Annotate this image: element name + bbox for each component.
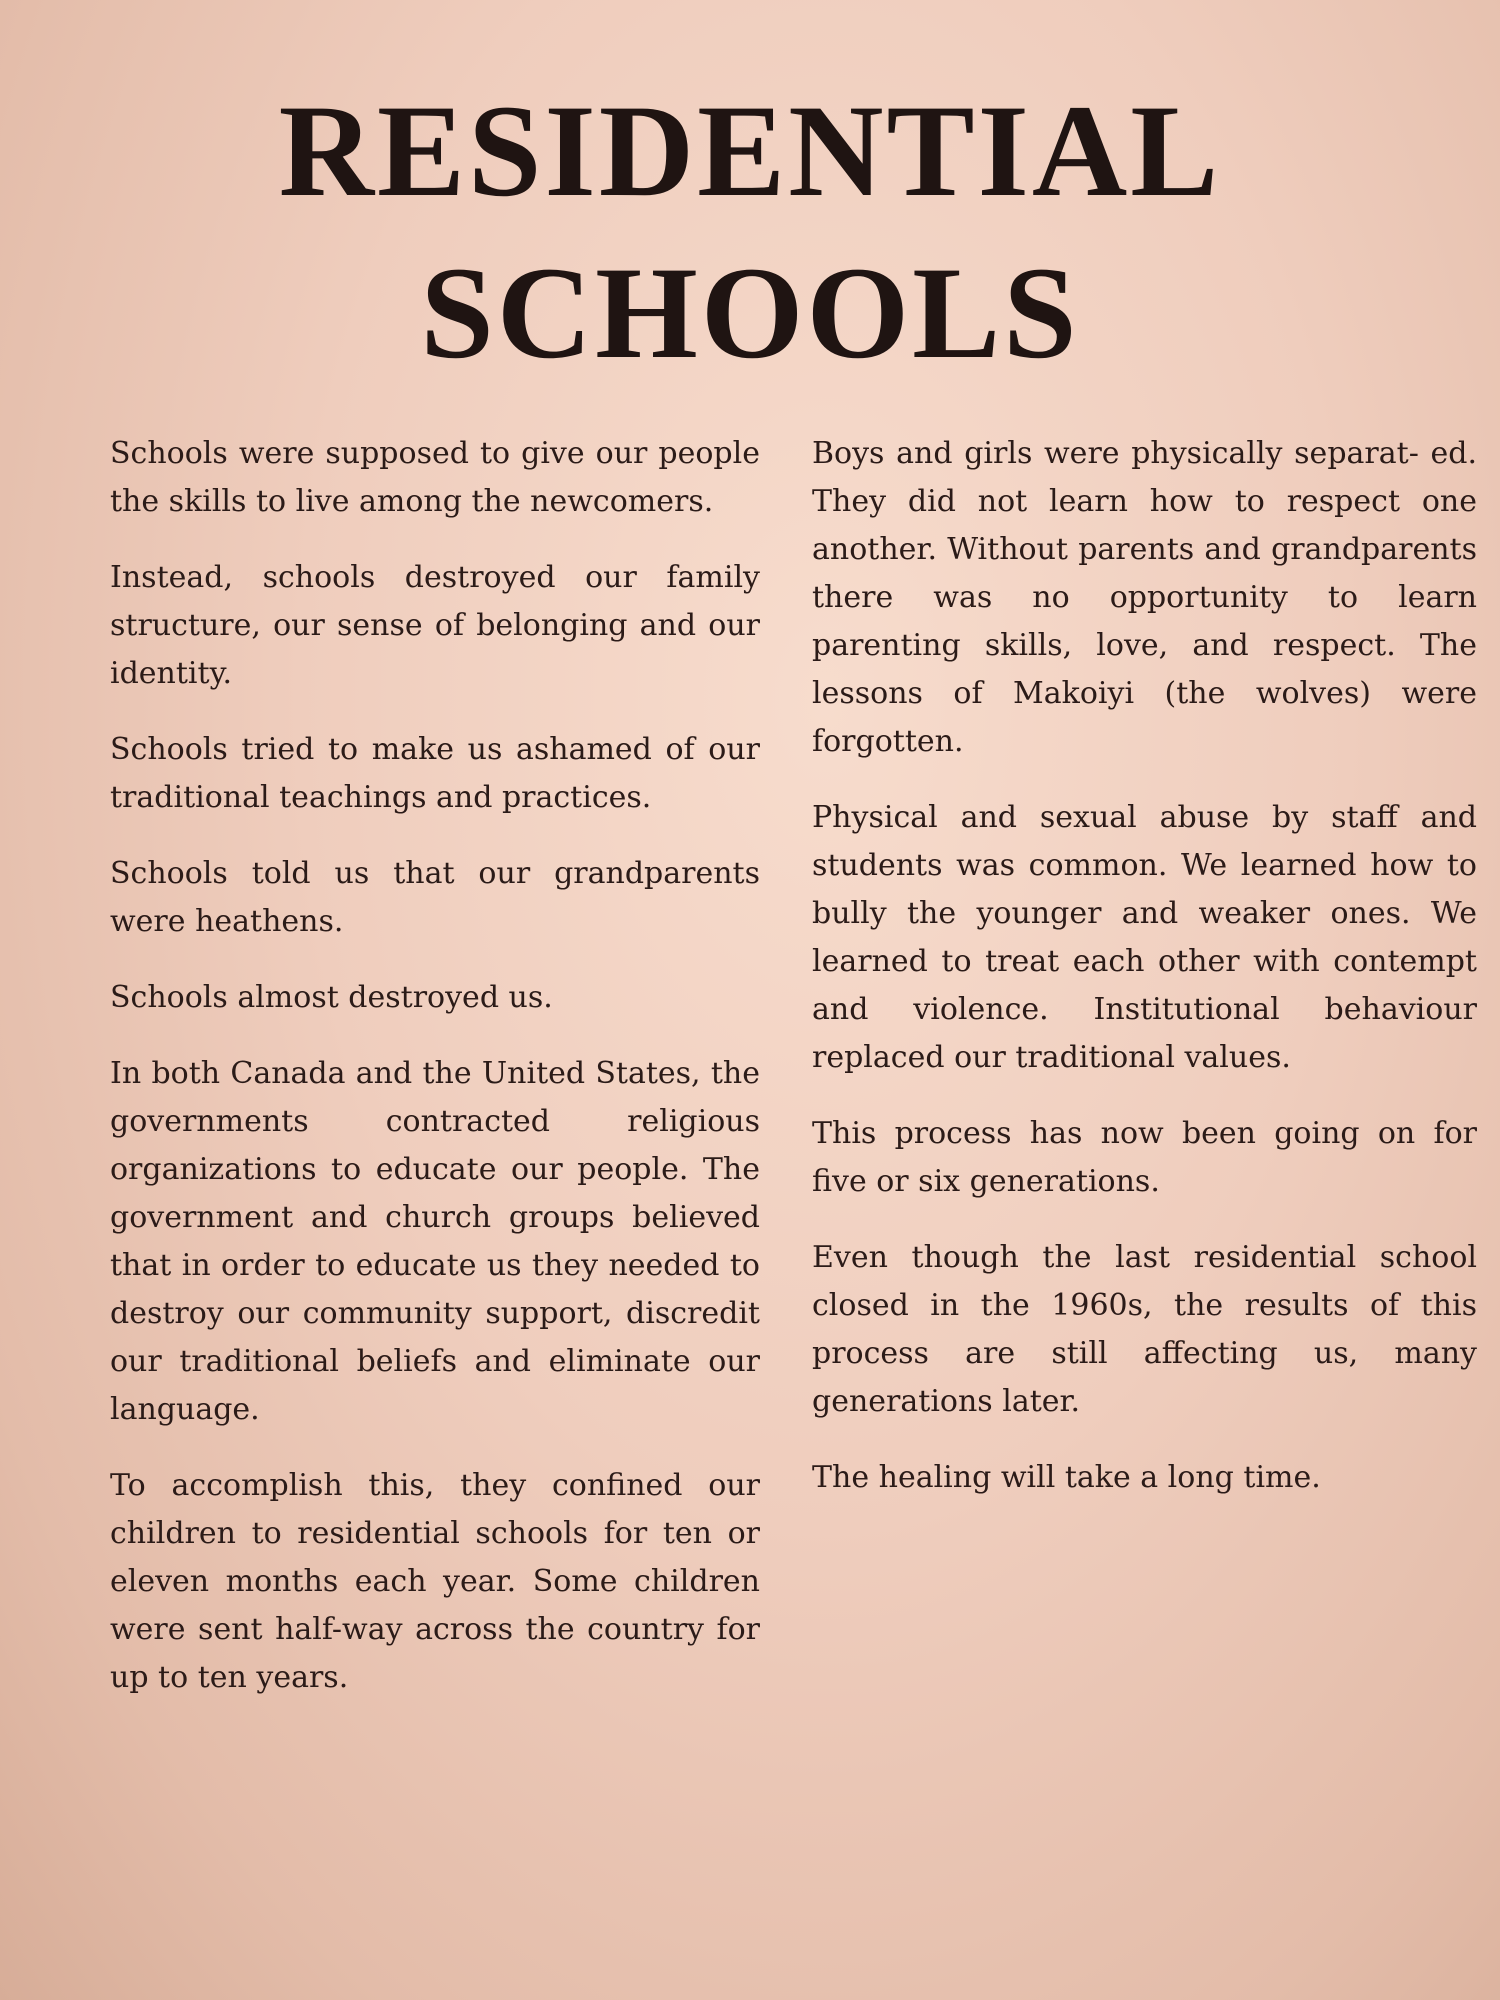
paragraph: Schools tried to make us ashamed of our traditional teachings and practices. xyxy=(110,732,760,815)
paragraph: The healing will take a long time. xyxy=(812,1460,1321,1495)
paragraph: Boys and girls were physically separat- ed. They did not learn how to respect one another. Without parents and grandparents there was no opportunity to learn parenting skills, love, and respect. The lessons of Makoiyi (the wolves) were forgotten. xyxy=(812,436,1477,759)
paragraph: In both Canada and the United States, the governments contracted religious organizations to educate our people. The government and church groups believed that in order to educate us they needed to destroy our community support, discredit our traditional beliefs and eliminate our language. xyxy=(110,1056,760,1427)
paragraph: To accomplish this, they confined our children to residential schools for ten or eleven months each year. Some children were sent half-way across the country for up to ten years. xyxy=(110,1468,760,1695)
paragraph: Schools were supposed to give our people the skills to live among the newcomers. xyxy=(110,436,760,519)
paragraph: This process has now been going on for five or six generations. xyxy=(812,1116,1477,1199)
title-line-1: RESIDENTIAL xyxy=(278,77,1222,224)
right-column xyxy=(812,430,1477,1530)
title-line-2: SCHOOLS xyxy=(420,239,1080,386)
paragraph: Schools almost destroyed us. xyxy=(110,980,553,1015)
paragraph: Even though the last residential school closed in the 1960s, the results of this process are still affecting us, many generations later. xyxy=(812,1240,1477,1419)
paragraph: Schools told us that our grandparents were heathens. xyxy=(110,856,760,939)
paragraph: Physical and sexual abuse by staff and students was common. We learned how to bully the younger and weaker ones. We learned to treat each other with contempt and violence. Institutional behaviour replaced our traditional values. xyxy=(812,800,1477,1075)
paragraph: Instead, schools destroyed our family structure, our sense of belonging and our identity. xyxy=(110,560,760,691)
left-column xyxy=(110,430,760,1730)
page-title xyxy=(0,70,1500,394)
